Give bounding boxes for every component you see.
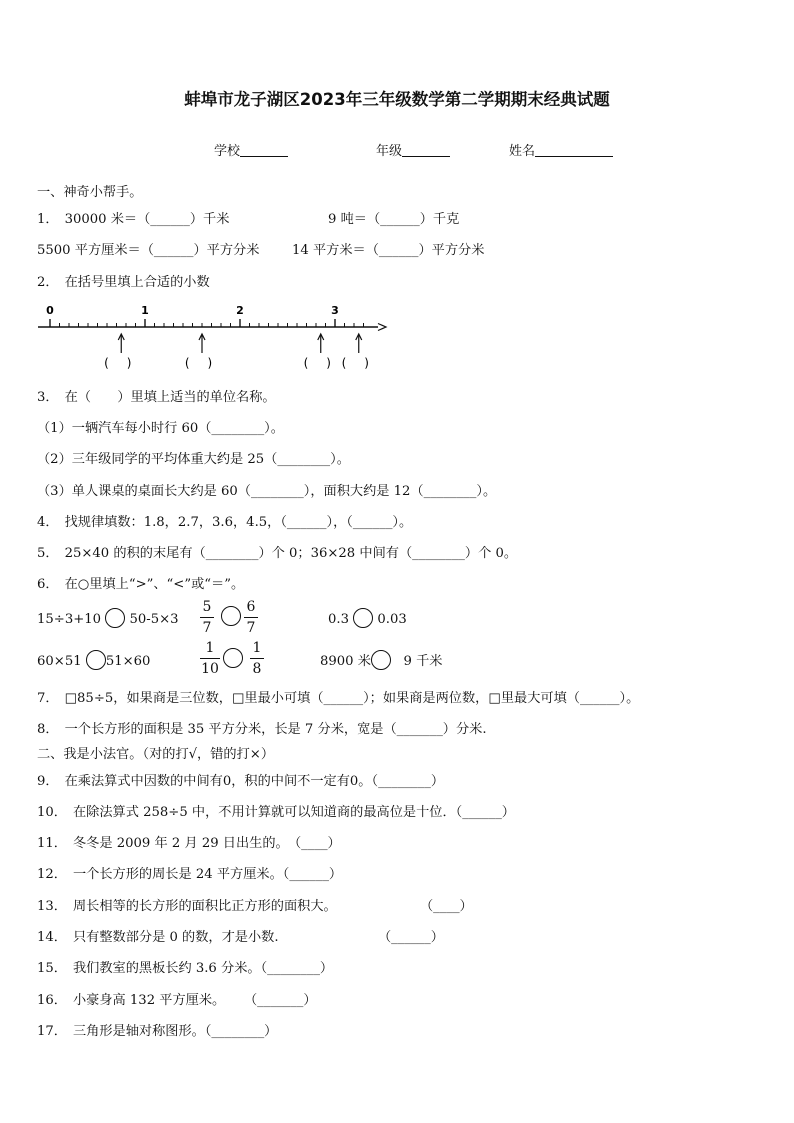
number-line-answer-blank[interactable]: ( ) [341,356,372,370]
question-2 [37,271,210,290]
compare-right: 51×60 [105,654,151,669]
compare-circle[interactable] [86,650,106,670]
q1-d-text: 14 平方米＝（______）平方分米 [292,243,485,258]
question-3 [37,386,276,405]
question-5 [37,542,517,561]
denominator: 8 [252,661,262,677]
question-17 [37,1020,277,1039]
number-line-answer-blank[interactable]: ( ) [303,356,334,370]
question-10 [37,801,515,820]
question-text: 找规律填数：1.8，2.7，3.6，4.5，（______），（______）。 [64,515,413,530]
q3-sub-1: （1）一辆汽车每小时行 60（________）。 [37,421,284,436]
compare-4 [37,650,150,670]
question-12 [37,863,342,882]
grade-blank[interactable] [402,143,450,157]
question-number: 9． [37,774,59,789]
number-line-label: 0 [46,304,54,317]
question-16 [37,989,225,1008]
question-text: 只有整数部分是 0 的数，才是小数. [72,930,279,945]
q14-answer[interactable]: （______） [378,930,444,945]
question-number: 17． [37,1024,67,1039]
question-number: 8． [37,722,59,737]
question-text: 小豪身高 132 平方厘米。 [72,993,226,1008]
question-text: 在○里填上“>”、“<”或“＝”。 [64,577,245,592]
question-4 [37,511,412,530]
grade-label: 年级 [376,144,403,159]
question-1-row-1 [37,208,229,227]
fraction-6-7 [244,599,258,636]
question-number: 12． [37,867,67,882]
question-number: 16． [37,993,67,1008]
question-text: 一个长方形的面积是 35 平方分米，长是 7 分米，宽是（_______）分米. [64,722,487,737]
question-text: 在乘法算式中因数的中间有0，积的中间不一定有0。（________） [64,774,445,789]
number-line-answer-blank[interactable]: ( ) [184,356,216,370]
compare-right: 9 千米 [403,654,443,669]
q3-sub-2: （2）三年级同学的平均体重大约是 25（________）。 [37,452,350,467]
question-7 [37,687,639,706]
compare-circle[interactable] [221,606,241,626]
question-9 [37,770,444,789]
numerator: 1 [252,640,262,656]
compare-circle[interactable] [105,608,125,628]
number-line-label: 3 [331,304,339,317]
question-text: 三角形是轴对称图形。（________） [72,1024,278,1039]
numerator: 5 [202,599,212,615]
question-number: 5． [37,546,59,561]
q1-c-text: 5500 平方厘米＝（______）平方分米 [37,243,260,258]
grade-field [376,140,450,159]
question-number: 6． [37,577,59,592]
fraction-5-7 [200,599,214,636]
section-2-heading: 二、我是小法官。（对的打√，错的打×） [37,747,275,762]
question-text: 25×40 的积的末尾有（________）个 0；36×28 中间有（________）个 0。 [64,546,518,561]
number-line-answer-blank[interactable]: ( ) [104,356,135,370]
question-number: 15． [37,961,67,976]
q1-b-text: 9 吨＝（______）千克 [328,212,460,227]
section-1-heading: 一、神奇小帮手。 [37,185,143,200]
q11-answer[interactable]: （____） [288,836,341,851]
compare-left: 8900 米 [320,654,371,669]
question-number: 1． [37,212,59,227]
question-11 [37,832,289,851]
question-number: 11． [37,836,67,851]
fraction-1-10 [200,640,220,677]
question-6 [37,573,244,592]
compare-circle[interactable] [223,648,243,668]
number-line-label: 1 [141,304,149,317]
question-text: □85÷5，如果商是三位数，□里最小可填（______）；如果商是两位数，□里最大可填（______）。 [64,691,640,706]
compare-left: 60×51 [37,654,82,669]
question-number: 14． [37,930,67,945]
numerator: 1 [205,640,215,656]
compare-1 [37,608,179,628]
question-15 [37,957,333,976]
compare-6 [320,650,443,670]
number-line-label: 2 [236,304,244,317]
question-number: 4． [37,515,59,530]
question-text: 在除法算式 258÷5 中，不用计算就可以知道商的最高位是十位．（______） [72,805,515,820]
compare-3 [328,608,407,628]
page-title: 蚌埠市龙子湖区2023年三年级数学第二学期期末经典试题 [184,90,610,109]
question-number: 7． [37,691,59,706]
school-label: 学校 [214,144,241,159]
question-text: 在（ ）里填上适当的单位名称。 [64,390,276,405]
question-text: 周长相等的长方形的面积比正方形的面积大。 [72,899,337,914]
name-blank[interactable] [535,143,613,157]
name-label: 姓名 [509,144,536,159]
question-text: 冬冬是 2009 年 2 月 29 日出生的。 [72,836,289,851]
q3-sub-3: （3）单人课桌的桌面长大约是 60（________），面积大约是 12（________）。 [37,484,497,499]
compare-left: 0.3 [328,612,349,627]
question-text: 在括号里填上合适的小数 [64,275,210,290]
fraction-1-8 [250,640,264,677]
numerator: 6 [246,599,256,615]
denominator: 10 [201,661,219,677]
q13-answer[interactable]: （____） [420,899,473,914]
question-number: 10． [37,805,67,820]
question-number: 13． [37,899,67,914]
denominator: 7 [246,620,256,636]
school-blank[interactable] [240,143,288,157]
q1-a-text: 30000 米＝（______）千米 [64,212,230,227]
question-text: 一个长方形的周长是 24 平方厘米。（______） [72,867,343,882]
compare-circle[interactable] [371,650,391,670]
question-13 [37,895,337,914]
compare-right: 0.03 [377,612,407,627]
name-field [509,140,613,159]
compare-right: 50-5×3 [129,612,179,627]
number-line [30,298,430,378]
denominator: 7 [202,620,212,636]
compare-left: 15÷3+10 [37,612,102,627]
question-number: 2． [37,275,59,290]
number-line-arrowhead [378,324,386,331]
question-14 [37,926,279,945]
question-8 [37,718,487,737]
question-text: 我们教室的黑板长约 3.6 分米。（________） [72,961,334,976]
compare-circle[interactable] [353,608,373,628]
question-number: 3． [37,390,59,405]
school-field [214,140,288,159]
q16-answer[interactable]: （_______） [244,993,317,1008]
